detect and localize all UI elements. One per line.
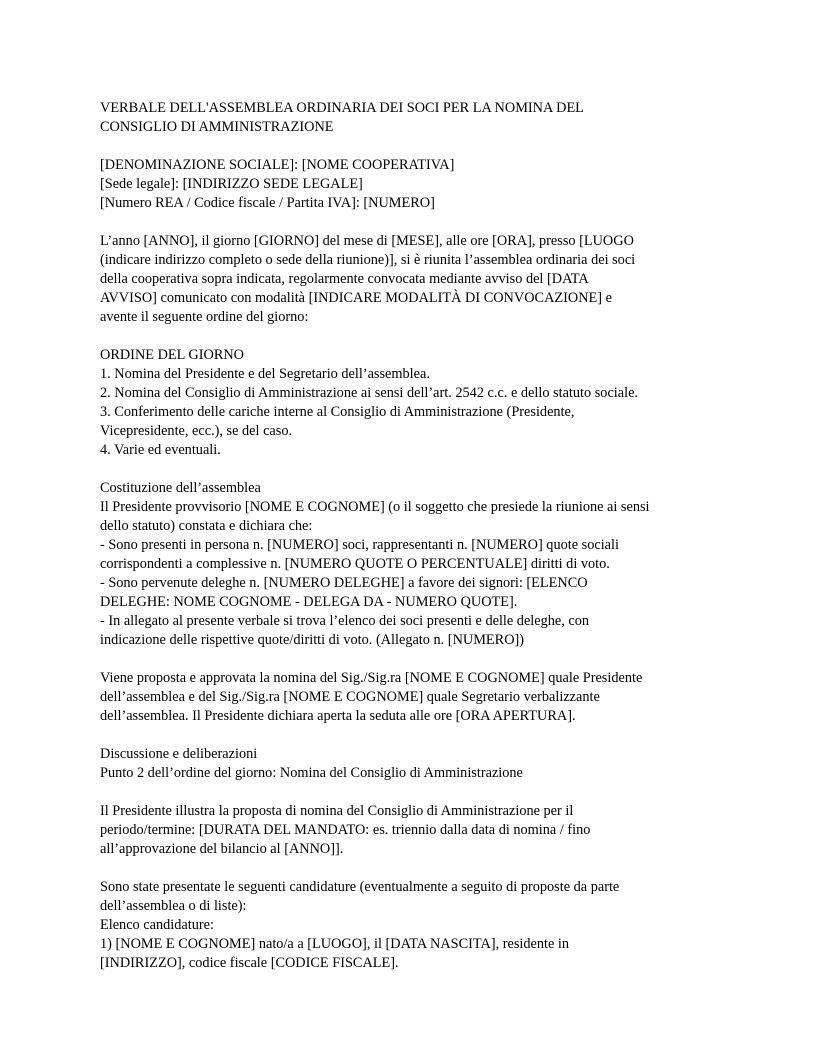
text-line: periodo/termine: [DURATA DEL MANDATO: es. triennio dalla data di nomina / fino — [100, 822, 591, 838]
agenda-section — [100, 346, 740, 460]
text-line: - Sono pervenute deleghe n. [NUMERO DELEGHE] a favore dei signori: [ELENCO — [100, 575, 588, 591]
agenda-item: Vicepresidente, ecc.), se del caso. — [100, 423, 293, 439]
text-line: (indicare indirizzo completo o sede della riunione)], si è riunita l’assemblea ordinaria dei soci — [100, 252, 636, 268]
text-line: Sono state presentate le seguenti candidature (eventualmente a seguito di proposte da parte — [100, 879, 620, 895]
text-line: L’anno [ANNO], il giorno [GIORNO] del mese di [MESE], alle ore [ORA], presso [LUOGO — [100, 233, 634, 249]
agenda-item: 3. Conferimento delle cariche interne al Consiglio di Amministrazione (Presidente, — [100, 404, 575, 420]
agenda-item: 2. Nomina del Consiglio di Amministrazione ai sensi dell’art. 2542 c.c. e dello statuto sociale. — [100, 385, 639, 401]
text-line: indicazione delle rispettive quote/diritti di voto. (Allegato n. [NUMERO]) — [100, 632, 525, 648]
text-line: AVVISO] comunicato con modalità [INDICARE MODALITÀ DI CONVOCAZIONE] e — [100, 290, 612, 306]
document-page — [100, 99, 740, 973]
company-info — [100, 156, 740, 213]
text-line: VERBALE DELL'ASSEMBLEA ORDINARIA DEI SOCI PER LA NOMINA DEL — [100, 100, 584, 116]
text-line: avente il seguente ordine del giorno: — [100, 309, 309, 325]
section-heading: Discussione e deliberazioni — [100, 746, 258, 762]
text-line: dell’assemblea o di liste): — [100, 898, 247, 914]
candidate-entry: [INDIRIZZO], codice fiscale [CODICE FISCALE]. — [100, 955, 399, 971]
agenda-heading: ORDINE DEL GIORNO — [100, 347, 245, 363]
agenda-item: 1. Nomina del Presidente e del Segretario dell’assemblea. — [100, 366, 430, 382]
discussion-section — [100, 745, 740, 783]
text-line: Viene proposta e approvata la nomina del Sig./Sig.ra [NOME E COGNOME] quale Presidente — [100, 670, 643, 686]
text-line: all’approvazione del bilancio al [ANNO]]. — [100, 841, 344, 857]
intro-paragraph — [100, 232, 740, 327]
proposal-paragraph — [100, 802, 740, 859]
text-line: DELEGHE: NOME COGNOME - DELEGA DA - NUMERO QUOTE]. — [100, 594, 518, 610]
text-line: [Sede legale]: [INDIRIZZO SEDE LEGALE] — [100, 176, 363, 192]
constitution-section — [100, 479, 740, 650]
text-line: dell’assemblea e del Sig./Sig.ra [NOME E COGNOME] quale Segretario verbalizzante — [100, 689, 600, 705]
appointment-paragraph — [100, 669, 740, 726]
text-line: corrispondenti a complessive n. [NUMERO QUOTE O PERCENTUALE] diritti di voto. — [100, 556, 610, 572]
section-heading: Costituzione dell’assemblea — [100, 480, 261, 496]
text-line: della cooperativa sopra indicata, regolarmente convocata mediante avviso del [DATA — [100, 271, 589, 287]
text-line: Il Presidente illustra la proposta di nomina del Consiglio di Amministrazione per il — [100, 803, 574, 819]
text-line: - Sono presenti in persona n. [NUMERO] soci, rappresentanti n. [NUMERO] quote sociali — [100, 537, 619, 553]
text-line: [Numero REA / Codice fiscale / Partita IVA]: [NUMERO] — [100, 195, 435, 211]
text-line: Punto 2 dell’ordine del giorno: Nomina del Consiglio di Amministrazione — [100, 765, 523, 781]
text-line: dell’assemblea. Il Presidente dichiara aperta la seduta alle ore [ORA APERTURA]. — [100, 708, 576, 724]
text-line: [DENOMINAZIONE SOCIALE]: [NOME COOPERATIVA] — [100, 157, 455, 173]
candidates-section — [100, 878, 740, 973]
agenda-item: 4. Varie ed eventuali. — [100, 442, 221, 458]
text-line: dello statuto) constata e dichiara che: — [100, 518, 313, 534]
text-line: CONSIGLIO DI AMMINISTRAZIONE — [100, 119, 334, 135]
text-line: Il Presidente provvisorio [NOME E COGNOME] (o il soggetto che presiede la riunione ai sensi — [100, 499, 650, 515]
candidate-entry: 1) [NOME E COGNOME] nato/a a [LUOGO], il [DATA NASCITA], residente in — [100, 936, 570, 952]
document-title — [100, 99, 740, 137]
text-line: - In allegato al presente verbale si trova l’elenco dei soci presenti e delle deleghe, con — [100, 613, 590, 629]
text-line: Elenco candidature: — [100, 917, 214, 933]
